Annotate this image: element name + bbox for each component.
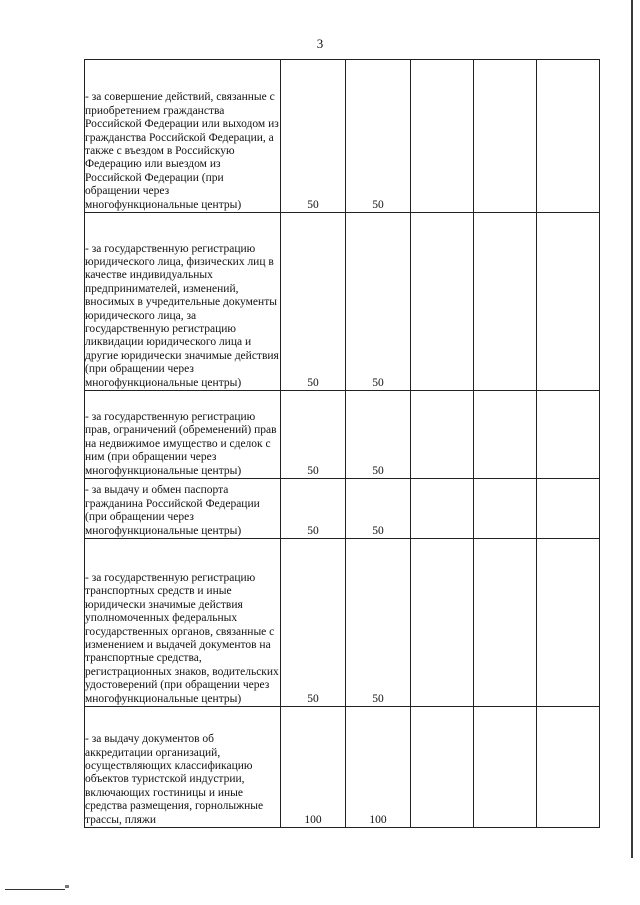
table-row bbox=[85, 391, 600, 479]
page-number: 3 bbox=[316, 36, 324, 51]
row-description: - за государственную регистрацию прав, ограничений (обременений) прав на недвижимое имущество и сделок с ним (при обращении через многофункциональные центры) bbox=[85, 391, 281, 479]
fee-table bbox=[84, 59, 600, 828]
row-value-1: 50 bbox=[281, 391, 346, 479]
table-row bbox=[85, 213, 600, 391]
row-value-2: 50 bbox=[346, 391, 411, 479]
empty-cell bbox=[411, 479, 474, 539]
empty-cell bbox=[411, 391, 474, 479]
empty-cell bbox=[474, 213, 537, 391]
row-value-2: 50 bbox=[346, 60, 411, 213]
empty-cell bbox=[474, 60, 537, 213]
row-description: - за совершение действий, связанные с приобретением гражданства Российской Федерации или выходом из гражданства Российской Федерации, а также с въездом в Российскую Федерацию или выездом из Российской Федерации (при обращении через многофункциональные центры) bbox=[85, 60, 281, 213]
empty-cell bbox=[537, 391, 600, 479]
row-value-1: 50 bbox=[281, 539, 346, 707]
empty-cell bbox=[474, 391, 537, 479]
table-row bbox=[85, 479, 600, 539]
row-value-2: 50 bbox=[346, 479, 411, 539]
row-value-1: 100 bbox=[281, 707, 346, 828]
row-description: - за государственную регистрацию юридического лица, физических лиц в качестве индивидуальных предпринимателей, изменений, вносимых в учредительные документы юридического лица, за государственную регистрацию ликвидации юридического лица и другие юридически значимые действия (при обращении через многофункциональные центры) bbox=[85, 213, 281, 391]
footnote-divider bbox=[5, 889, 65, 890]
row-value-2: 50 bbox=[346, 213, 411, 391]
empty-cell bbox=[537, 479, 600, 539]
table-row bbox=[85, 539, 600, 707]
row-value-2: 100 bbox=[346, 707, 411, 828]
row-value-1: 50 bbox=[281, 60, 346, 213]
row-value-1: 50 bbox=[281, 213, 346, 391]
empty-cell bbox=[411, 60, 474, 213]
scan-edge-line bbox=[631, 0, 633, 858]
empty-cell bbox=[411, 213, 474, 391]
empty-cell bbox=[411, 707, 474, 828]
empty-cell bbox=[474, 539, 537, 707]
row-value-1: 50 bbox=[281, 479, 346, 539]
table-row bbox=[85, 707, 600, 828]
row-description: - за выдачу и обмен паспорта гражданина Российской Федерации (при обращении через многофункциональные центры) bbox=[85, 479, 281, 539]
empty-cell bbox=[474, 479, 537, 539]
row-description: - за государственную регистрацию транспортных средств и иные юридически значимые действия уполномоченных федеральных государственных органов, связанные с изменением и выдачей документов на транспортные средства, регистрационных знаков, водительских удостоверений (при обращении через многофункциональные центры) bbox=[85, 539, 281, 707]
empty-cell bbox=[411, 539, 474, 707]
empty-cell bbox=[537, 707, 600, 828]
empty-cell bbox=[537, 213, 600, 391]
row-description: - за выдачу документов об аккредитации организаций, осуществляющих классификацию объектов туристской индустрии, включающих гостиницы и иные средства размещения, горнолыжные трассы, пляжи bbox=[85, 707, 281, 828]
table-row bbox=[85, 60, 600, 213]
scan-mark bbox=[65, 885, 69, 888]
row-value-2: 50 bbox=[346, 539, 411, 707]
empty-cell bbox=[537, 60, 600, 213]
empty-cell bbox=[537, 539, 600, 707]
empty-cell bbox=[474, 707, 537, 828]
